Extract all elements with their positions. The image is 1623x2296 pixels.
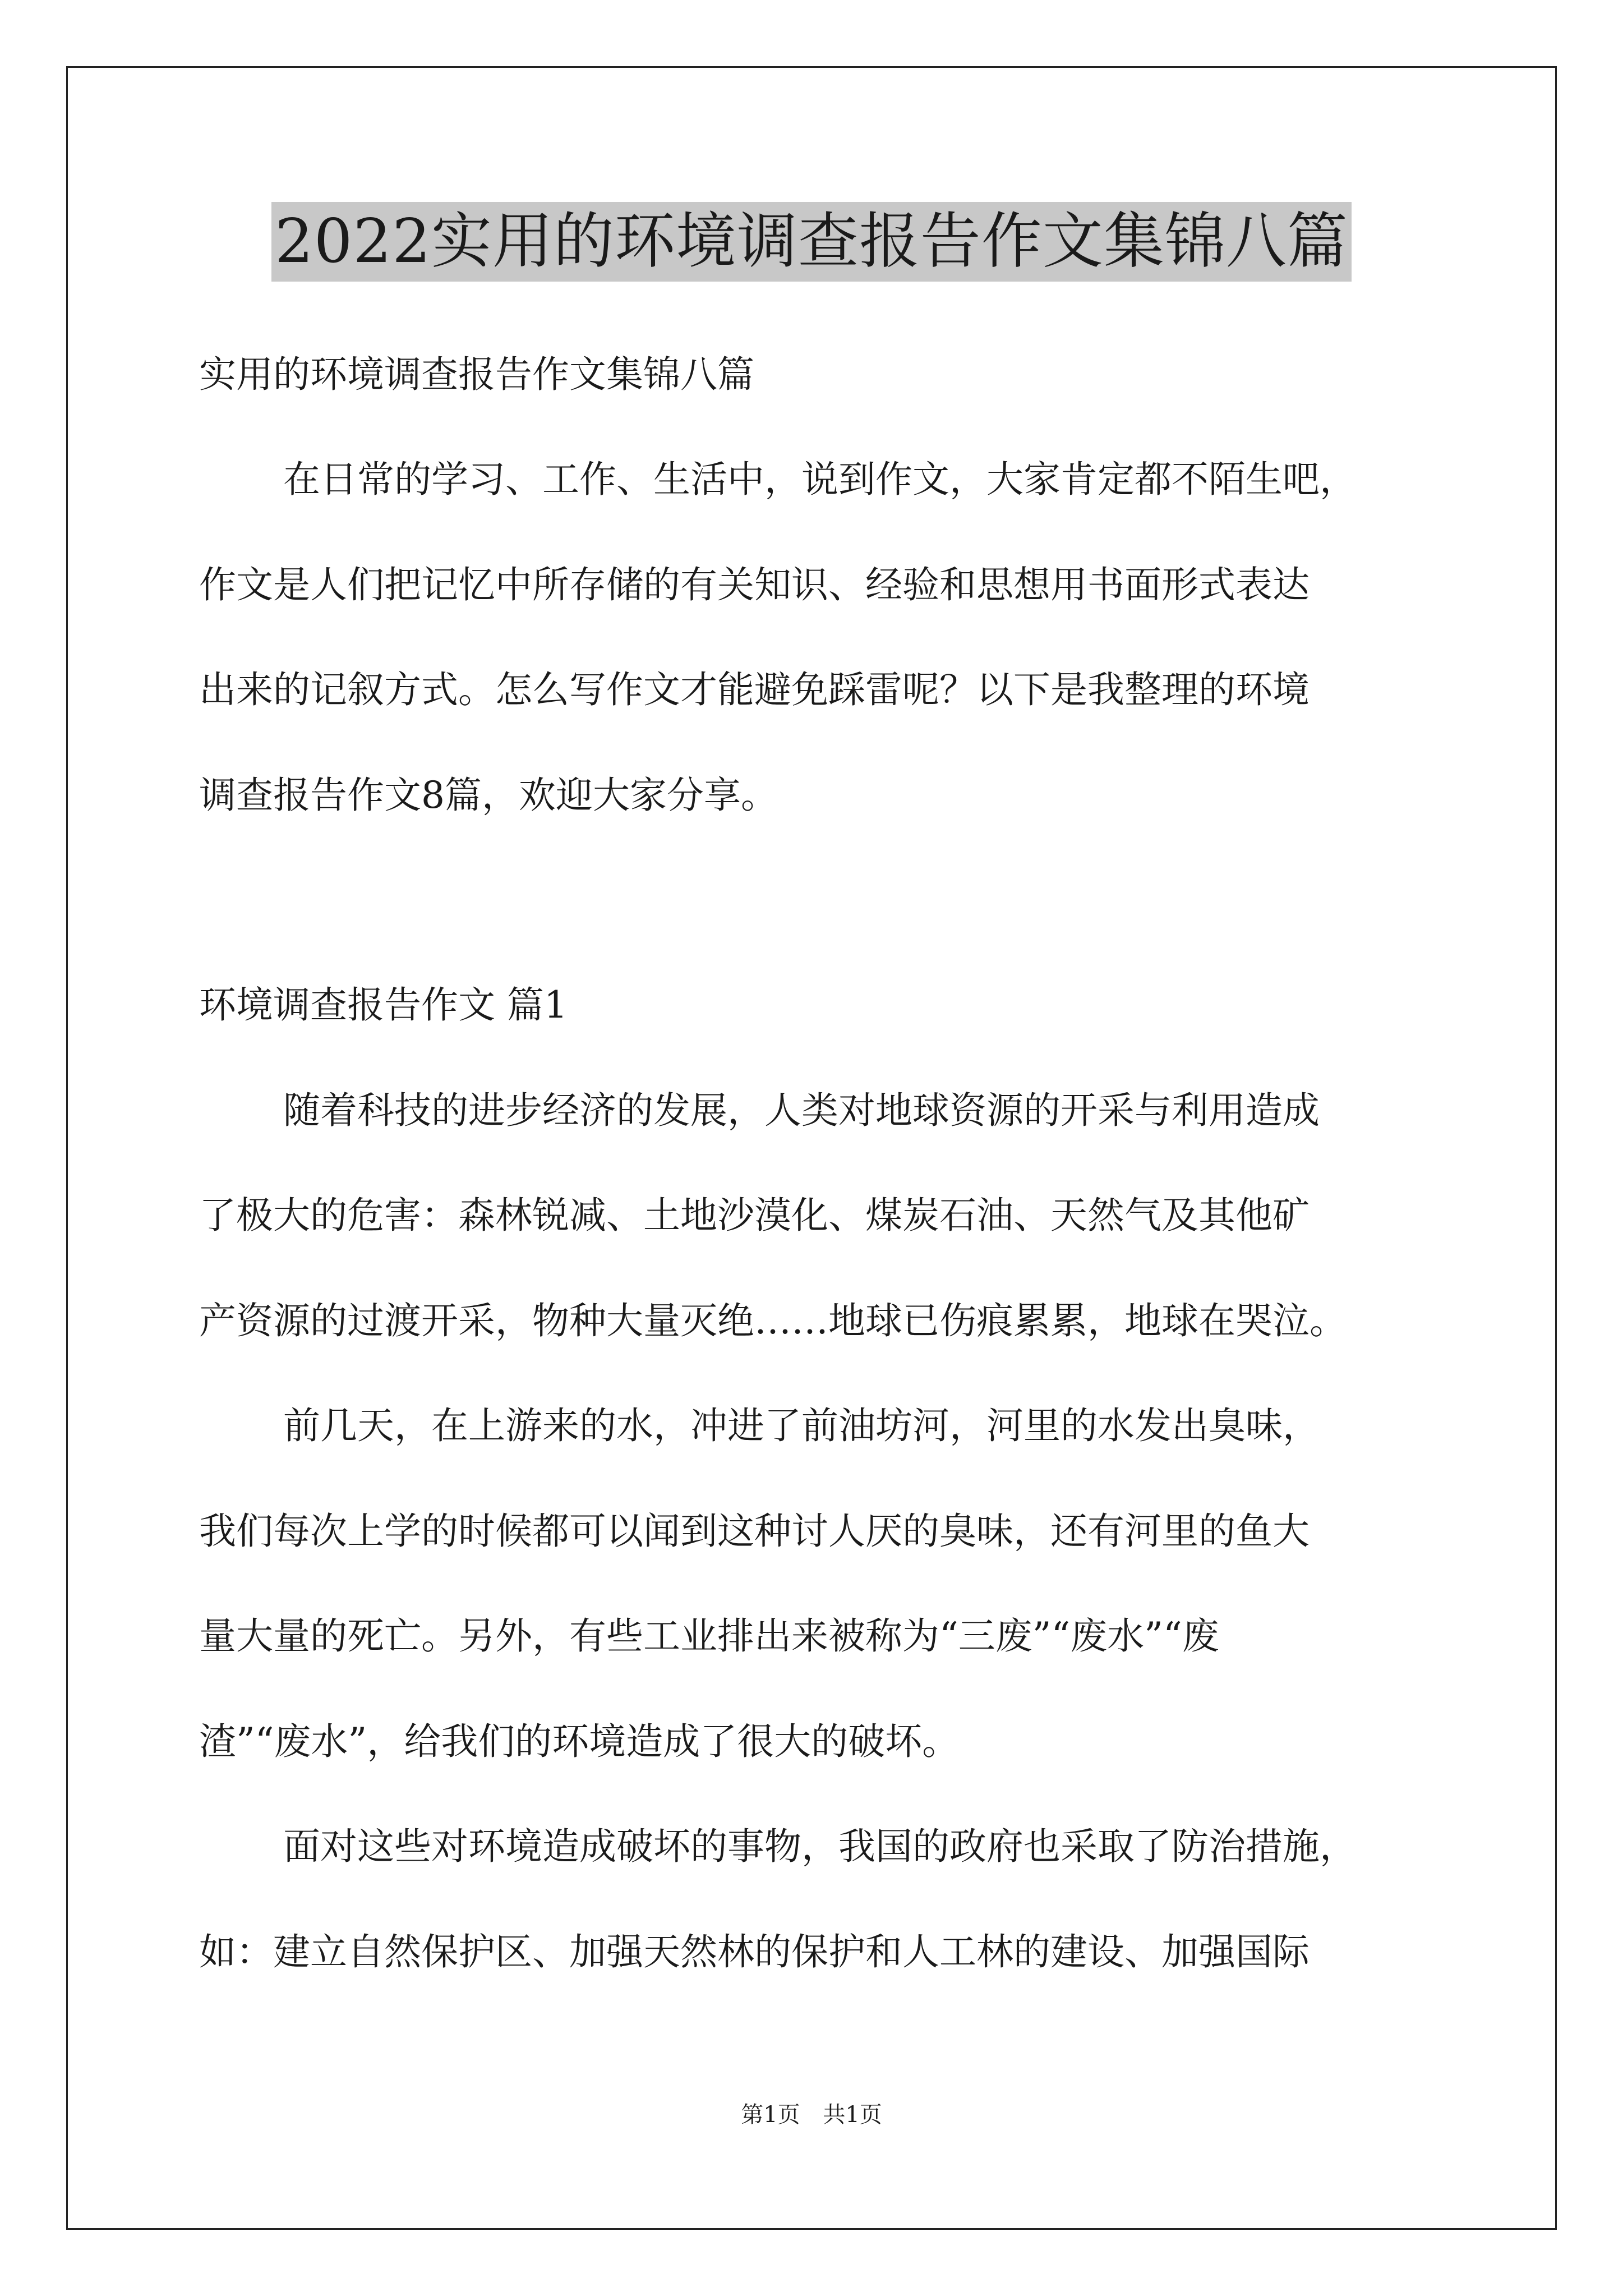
intro-line-3: 出来的记叙方式。怎么写作文才能避免踩雷呢？以下是我整理的环境 bbox=[199, 668, 1310, 711]
paragraph1-line-1: 随着科技的进步经济的发展，人类对地球资源的开采与利用造成 bbox=[283, 1089, 1320, 1132]
paragraph2-line-2: 我们每次上学的时候都可以闻到这种讨人厌的臭味，还有河里的鱼大 bbox=[199, 1510, 1310, 1553]
paragraph2-line-4: 渣”“废水”，给我们的环境造成了很大的破坏。 bbox=[199, 1720, 960, 1763]
intro-line-2: 作文是人们把记忆中所存储的有关知识、经验和思想用书面形式表达 bbox=[199, 563, 1310, 606]
paragraph1-line-3: 产资源的过渡开采，物种大量灭绝……地球已伤痕累累，地球在哭泣。 bbox=[199, 1299, 1347, 1342]
intro-line-4: 调查报告作文8篇，欢迎大家分享。 bbox=[199, 774, 778, 817]
document-title: 2022实用的环境调查报告作文集锦八篇 bbox=[271, 202, 1352, 282]
document-subtitle: 实用的环境调查报告作文集锦八篇 bbox=[199, 353, 754, 396]
page-total: 共1页 bbox=[823, 2102, 882, 2128]
paragraph1-line-2: 了极大的危害：森林锐减、土地沙漠化、煤炭石油、天然气及其他矿 bbox=[199, 1194, 1310, 1237]
title-container bbox=[0, 202, 1623, 282]
intro-line-1: 在日常的学习、工作、生活中，说到作文，大家肯定都不陌生吧， bbox=[283, 458, 1357, 501]
page-footer bbox=[0, 2101, 1623, 2129]
page-number: 第1页 bbox=[741, 2102, 800, 2128]
paragraph2-line-1: 前几天，在上游来的水，冲进了前油坊河，河里的水发出臭味， bbox=[283, 1404, 1320, 1447]
paragraph2-line-3: 量大量的死亡。另外，有些工业排出来被称为“三废”“废水”“废 bbox=[199, 1614, 1219, 1658]
paragraph3-line-2: 如：建立自然保护区、加强天然林的保护和人工林的建设、加强国际 bbox=[199, 1930, 1310, 1973]
paragraph3-line-1: 面对这些对环境造成破坏的事物，我国的政府也采取了防治措施， bbox=[283, 1825, 1357, 1868]
section-heading: 环境调查报告作文 篇1 bbox=[199, 983, 568, 1027]
